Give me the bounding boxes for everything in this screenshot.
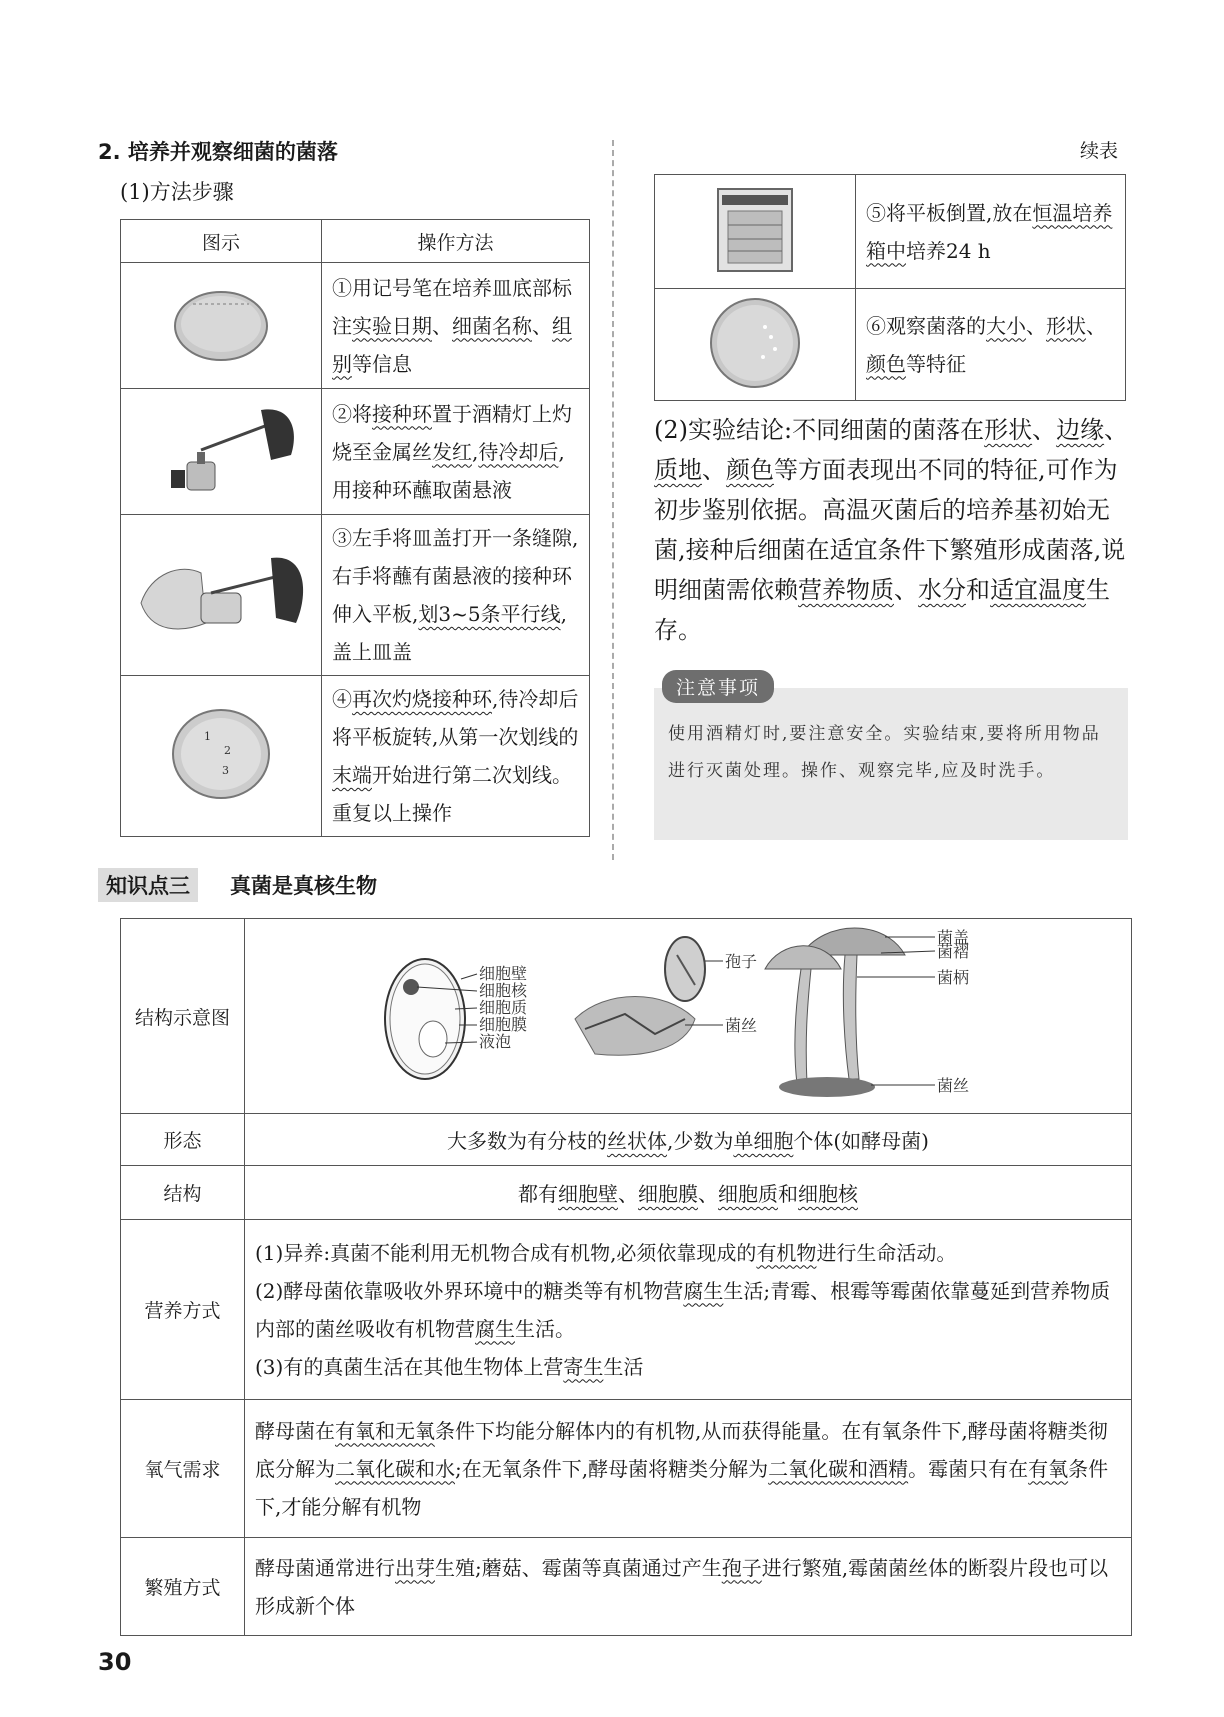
text-run: 培养24 h	[906, 238, 991, 263]
conclusion-text	[654, 410, 1130, 650]
key-term: 实验日期	[352, 313, 432, 338]
key-term: 二氧化碳和水	[335, 1456, 455, 1481]
text-run: 等信息	[352, 351, 412, 376]
key-term: 二氧化碳和酒精	[768, 1456, 909, 1481]
page-number: 30	[98, 1648, 132, 1676]
text-run: 个体(如酵母菌)	[793, 1129, 929, 1153]
knowledge-tag: 知识点三	[98, 868, 198, 902]
key-term: 腐生	[475, 1316, 515, 1341]
paragraph	[246, 1178, 1130, 1207]
text-run: 大多数为有分枝的	[447, 1129, 608, 1153]
plate-label-3: 3	[222, 764, 229, 777]
yeast-label-membrane: 细胞膜	[479, 1015, 528, 1034]
text-run: ②将	[332, 401, 372, 426]
notice-title: 注意事项	[662, 670, 774, 703]
key-term: 孢子	[721, 1555, 762, 1580]
knowledge-title: 真菌是真核生物	[230, 874, 377, 898]
row-content-nutrition	[245, 1220, 1132, 1400]
key-term: 颜色	[866, 351, 906, 376]
row-label-morphology: 形态	[121, 1114, 245, 1166]
mushroom-label-stalk: 菌柄	[937, 968, 970, 987]
text-run: (2)实验结论:不同细菌的菌落在	[654, 416, 985, 444]
key-term: 营养物质	[798, 576, 894, 604]
key-term: 出芽	[395, 1555, 435, 1580]
method-step-4	[322, 676, 590, 837]
key-term: 寄生	[563, 1354, 604, 1379]
text-run: ④	[332, 687, 352, 711]
text-run: 开始进行第二次划线。重复以上操作	[332, 763, 572, 825]
row-label-oxygen: 氧气需求	[121, 1400, 245, 1538]
text-run: ⑤将平板倒置,放在	[866, 200, 1033, 225]
key-term: 待冷却后	[478, 439, 559, 464]
text-run: ①用记号笔在培养皿底部标注	[332, 275, 572, 338]
text-run: 和	[966, 576, 990, 604]
mushroom-label-cap: 菌盖	[937, 928, 970, 947]
yeast-label-cell-wall: 细胞壁	[479, 964, 528, 983]
mushroom-label-gills: 菌褶	[937, 942, 970, 961]
text-run: ③左手将皿盖打开一条缝隙,右手将蘸有菌悬液的接种环伸入平板,	[332, 526, 579, 626]
column-divider	[612, 140, 614, 860]
yeast-label-cytoplasm: 细胞质	[479, 998, 528, 1017]
text-run: 酵母菌在	[255, 1418, 335, 1443]
schematic-cell	[245, 919, 1132, 1114]
text-run: 、	[1032, 416, 1057, 444]
image-petri-dish	[121, 263, 322, 389]
row-label-structure: 结构	[121, 1166, 245, 1220]
key-term: 水分	[918, 576, 966, 604]
text-run: 、	[432, 313, 452, 338]
text-run: 进行繁殖,霉菌菌丝体的断裂片段也可以形成新个体	[255, 1555, 1109, 1618]
key-term: 形状	[984, 416, 1033, 444]
key-term: 腐生	[683, 1278, 724, 1303]
key-term: 细胞核	[798, 1182, 858, 1206]
text-run: (3)有的真菌生活在其他生物体上营	[255, 1354, 564, 1379]
mold-diagram	[575, 937, 757, 1055]
text-run: 生殖;蘑菇、霉菌等真菌通过产生	[435, 1555, 722, 1580]
text-run: 都有	[518, 1182, 558, 1206]
key-term: 细胞质	[718, 1182, 778, 1206]
text-run: 。霉菌只有在	[908, 1456, 1029, 1481]
method-table	[120, 219, 590, 837]
key-term: 细胞壁	[558, 1182, 618, 1206]
row-content-oxygen	[245, 1400, 1132, 1538]
key-term: 有机物	[756, 1240, 817, 1265]
row-content-reproduction	[245, 1538, 1132, 1636]
key-term: 丝状体	[607, 1129, 668, 1153]
paragraph	[255, 1234, 1121, 1272]
yeast-label-nucleus: 细胞核	[479, 981, 528, 1000]
image-flame-loop	[121, 389, 322, 515]
text-run: 等方面表现出不同的特征,可作为初步鉴别依据。高温灭菌后的培养基初始无菌,接种后细菌在适宜条件下繁殖形成菌落,说明细菌需依赖	[654, 456, 1126, 604]
key-term: 细胞膜	[638, 1182, 698, 1206]
text-run: 、	[698, 1182, 718, 1206]
text-run: 、	[1104, 416, 1129, 444]
yeast-cell-diagram	[385, 959, 528, 1079]
row-content-morphology	[245, 1114, 1132, 1166]
text-run: (2)酵母菌依靠吸收外界环境中的糖类等有机物营	[255, 1278, 684, 1303]
method-step-6	[856, 289, 1126, 401]
fungi-table	[120, 918, 1132, 1636]
notice-text: 使用酒精灯时,要注意安全。实验结束,要将所用物品进行灭菌处理。操作、观察完毕,应及时洗手。	[668, 724, 1101, 781]
key-term: 末端	[332, 763, 372, 787]
key-term: 有氧	[1028, 1456, 1069, 1481]
row-label-schematic: 结构示意图	[121, 919, 245, 1114]
mushroom-label-hyphae: 菌丝	[937, 1076, 970, 1095]
key-term: 边缘	[1056, 416, 1105, 444]
row-label-reproduction: 繁殖方式	[121, 1538, 245, 1636]
key-term: 恒温培养箱中	[866, 200, 1113, 263]
plate-label-1: 1	[204, 730, 211, 743]
text-run: (1)异养:真菌不能利用无机物合成有机物,必须依靠现成的	[255, 1240, 757, 1265]
key-term: 接种环	[372, 401, 432, 426]
image-colonies	[655, 289, 856, 401]
text-run: ,盖上皿盖	[332, 602, 567, 664]
text-run: 、	[618, 1182, 638, 1206]
paragraph	[255, 1348, 1121, 1386]
key-term: 发红	[432, 439, 472, 464]
text-run: ,用接种环蘸取菌悬液	[332, 439, 565, 502]
yeast-label-vacuole: 液泡	[479, 1032, 512, 1051]
text-run: ,少数为	[667, 1129, 734, 1153]
subsection-title: (1)方法步骤	[120, 180, 234, 204]
section-title-text: 培养并观察细菌的菌落	[127, 140, 338, 164]
mold-label-hyphae: 菌丝	[725, 1016, 758, 1035]
image-streaked-plate	[121, 676, 322, 837]
header-method: 操作方法	[322, 220, 590, 263]
key-term: 单细胞	[733, 1129, 794, 1153]
key-term: 颜色	[726, 456, 774, 484]
text-run: 进行生命活动。	[816, 1240, 957, 1265]
row-content-structure	[245, 1166, 1132, 1220]
plate-label-2: 2	[224, 744, 231, 757]
key-term: 组别	[332, 313, 572, 376]
key-term: 形状	[1046, 313, 1086, 338]
text-run: 、	[702, 456, 726, 484]
method-step-3	[322, 515, 590, 676]
text-run: 、	[532, 313, 552, 338]
paragraph	[255, 1272, 1121, 1348]
text-run: 酵母菌通常进行	[255, 1555, 395, 1580]
method-step-5	[856, 175, 1126, 289]
row-label-nutrition: 营养方式	[121, 1220, 245, 1400]
text-run: 生活	[603, 1354, 644, 1379]
method-step-1	[322, 263, 590, 389]
text-run: 置于酒精灯上灼烧至金属丝	[332, 401, 572, 464]
image-streaking	[121, 515, 322, 676]
image-incubator	[655, 175, 856, 289]
key-term: 质地	[654, 456, 702, 484]
key-term: 划3~5条平行线	[418, 602, 561, 626]
method-step-2	[322, 389, 590, 515]
text-run: ,	[472, 439, 479, 464]
text-run: 、	[1026, 313, 1046, 338]
continued-table	[654, 174, 1126, 401]
text-run: ;在无氧条件下,酵母菌将糖类分解为	[455, 1456, 769, 1481]
text-run: ,待冷却后将平板旋转,从第一次划线的	[332, 687, 579, 749]
text-run: 和	[778, 1182, 798, 1206]
header-image: 图示	[121, 220, 322, 263]
mushroom-diagram	[765, 928, 969, 1097]
key-term: 细菌名称	[452, 313, 532, 338]
text-run: 、	[894, 576, 918, 604]
text-run: 条件下,才能分解有机物	[255, 1456, 1109, 1519]
paragraph	[255, 1549, 1121, 1625]
text-run: 生存。	[654, 576, 1110, 644]
paragraph	[255, 1412, 1121, 1526]
continued-label: 续表	[1080, 140, 1119, 162]
key-term: 再次灼烧接种环	[352, 687, 492, 711]
text-run: 条件下均能分解体内的有机物,从而获得能量。在有氧条件下,酵母菌将糖类彻底分解为	[255, 1418, 1108, 1481]
section-title	[98, 136, 338, 166]
section-number: 2.	[98, 140, 121, 164]
key-term: 适宜温度	[990, 576, 1086, 604]
text-run: 生活;青霉、根霉等霉菌依靠蔓延到营养物质内部的菌丝吸收有机物营	[255, 1278, 1111, 1341]
key-term: 有氧和无氧	[335, 1418, 435, 1443]
text-run: 等特征	[906, 351, 966, 376]
paragraph	[246, 1125, 1130, 1154]
text-run: 、	[1086, 313, 1106, 338]
text-run: ⑥观察菌落的	[866, 313, 986, 338]
text-run: 生活。	[515, 1316, 575, 1341]
key-term: 大小	[986, 313, 1026, 338]
mold-label-spore: 孢子	[725, 952, 758, 971]
